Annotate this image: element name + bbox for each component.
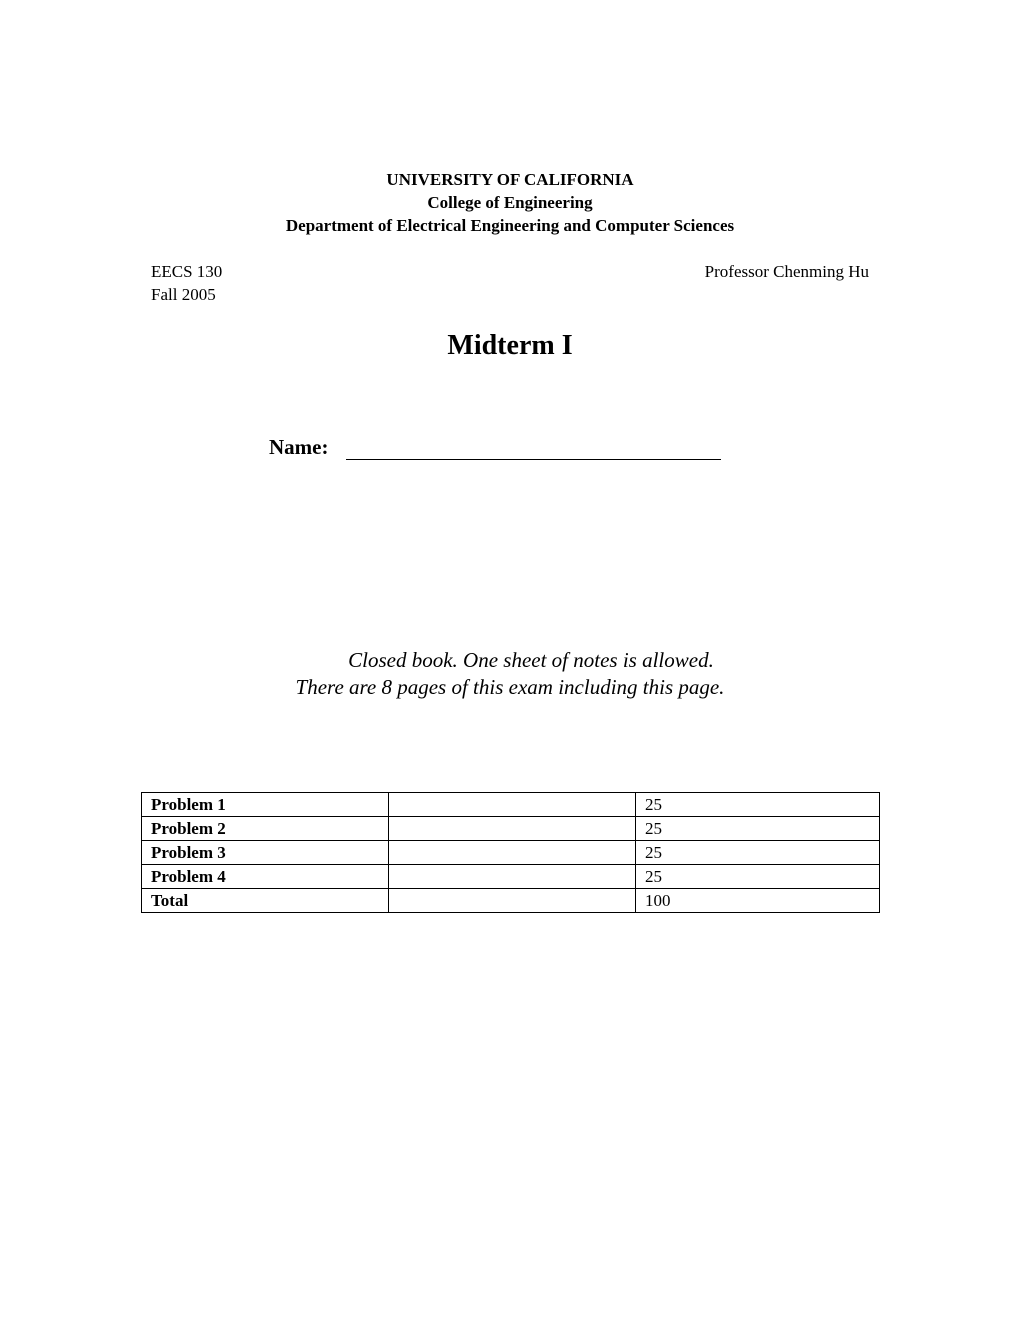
- problem-label: Problem 1: [142, 793, 389, 817]
- course-term: Fall 2005: [151, 285, 216, 304]
- name-label: Name:: [269, 435, 329, 459]
- max-points: 25: [636, 841, 880, 865]
- table-row: [142, 841, 880, 865]
- department-name: Department of Electrical Engineering and Computer Sciences: [285, 216, 735, 235]
- table-row: [142, 793, 880, 817]
- problem-label: Problem 2: [142, 817, 389, 841]
- exam-title: Midterm I: [447, 330, 573, 361]
- max-points: 25: [636, 817, 880, 841]
- max-points: 25: [636, 793, 880, 817]
- table-row: [142, 889, 880, 913]
- table-row: [142, 865, 880, 889]
- table-row: [142, 817, 880, 841]
- score-cell[interactable]: [389, 841, 636, 865]
- total-points: 100: [636, 889, 880, 913]
- university-name: UNIVERSITY OF CALIFORNIA: [386, 170, 634, 189]
- score-cell[interactable]: [389, 793, 636, 817]
- name-field-line[interactable]: [346, 459, 721, 460]
- score-table: [141, 792, 880, 913]
- course-code: EECS 130: [151, 262, 223, 281]
- max-points: 25: [636, 865, 880, 889]
- professor-name: Professor Chenming Hu: [704, 262, 869, 281]
- college-name: College of Engineering: [427, 193, 593, 212]
- exam-note-2: There are 8 pages of this exam including this page.: [295, 675, 725, 699]
- total-score-cell[interactable]: [389, 889, 636, 913]
- exam-note-1: Closed book. One sheet of notes is allowed.: [348, 648, 714, 672]
- score-cell[interactable]: [389, 817, 636, 841]
- problem-label: Problem 4: [142, 865, 389, 889]
- problem-label: Problem 3: [142, 841, 389, 865]
- total-label: Total: [142, 889, 389, 913]
- score-cell[interactable]: [389, 865, 636, 889]
